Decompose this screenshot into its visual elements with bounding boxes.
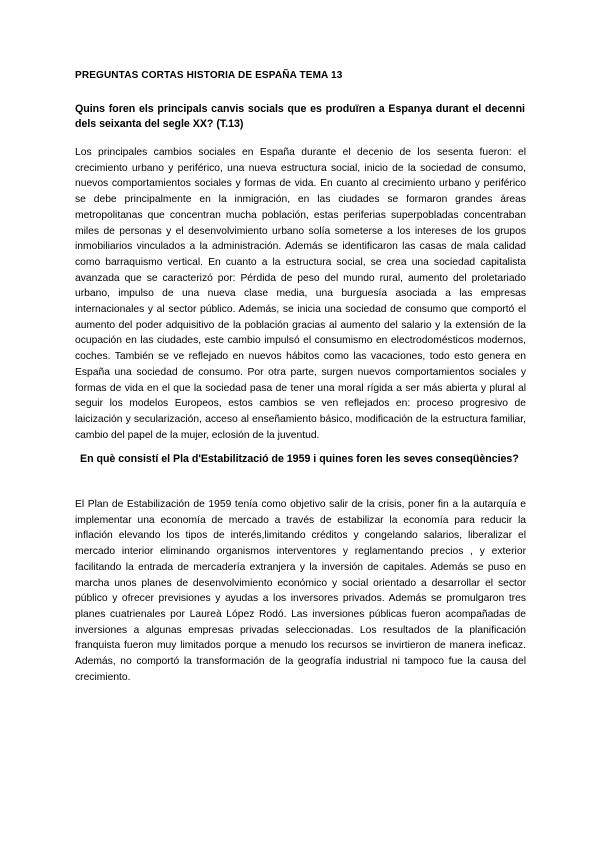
answer-2: El Plan de Estabilización de 1959 tenía como objetivo salir de la crisis, poner fin a la autarquía e implementar una economía de mercado a través de estabilizar la economía para reducir la inflación elevando los tipos de interés,limitando créditos y congelando salarios, liberalizar el mercado interior eliminando organismos interventores y reglamentando precios , y exterior facilitando la entrada de mercadería extranjera y la inversión de capitales. Además se puso en marcha unos planes de desenvolvimiento económico y social orientado a desarrollar el sector público y ofrecer previsiones y ayudas a los inversores privados. Además se promulgaron tres planes cuatrienales por Laureà López Rodó. Las inversiones públicas fueron acompañadas de inversiones a algunas empresas privadas seleccionadas. Los resultados de la planificación franquista fueron muy limitados porque a menudo los recursos se invirtieron de manera ineficaz. Además, no comportó la transformación de la geografía industrial ni tampoco fue la causa del crecimiento. <box>75 499 526 683</box>
question-1: Quins foren els principals canvis socials que es produïren a Espanya durant el decenni dels seixanta del segle XX? (T.13) <box>75 103 525 130</box>
document-title: PREGUNTAS CORTAS HISTORIA DE ESPAÑA TEMA 13 <box>75 70 343 81</box>
question-2: En què consistí el Pla d'Estabilització de 1959 i quines foren les seves conseqüències? <box>80 453 519 465</box>
answer-1: Los principales cambios sociales en España durante el decenio de los sesenta fueron: el crecimiento urbano y periférico, una nueva estructura social, inicio de la sociedad de consumo, nuevos comportamientos sociales y formas de vida. En cuanto al crecimiento urbano y periférico se debe principalmente en la inmigración, en las ciudades se formaron grandes áreas metropolitanas que concentran mucha población, estas periferias superpobladas concentraban miles de personas y el desenvolvimiento urbano solía someterse a los intereses de los grupos inmobiliarios vinculados a la administración. Además se identificaron las casas de mala calidad como barraquismo vertical. En cuanto a la estructura social, se crea una sociedad capitalista avanzada que se caracterizó por: Pérdida de peso del mundo rural, aumento del proletariado urbano, impulso de una nueva clase media, una burguesía asociada a las empresas internacionales y al sector público. Además, se inicia una sociedad de consumo que comportó el aumento del poder adquisitivo de la población gracias al aumento del salario y la extensión de la ocupación en las ciudades, este cambio impulsó el consumismo en electrodomésticos modernos, coches. También se ve reflejado en nuevos hábitos como las vacaciones, todo esto genera en España una sociedad de consumo. Por otra parte, surgen nuevos comportamientos sociales y formas de vida en el que la sociedad pasa de tener una moral rígida a ser más abierta y plural al seguir los modelos Europeos, estos cambios se ven reflejados en: proceso progresivo de laicización y secularización, acceso al enseñamiento básico, modificación de la estructura familiar, cambio del papel de la mujer, eclosión de la juventud. <box>75 147 526 441</box>
